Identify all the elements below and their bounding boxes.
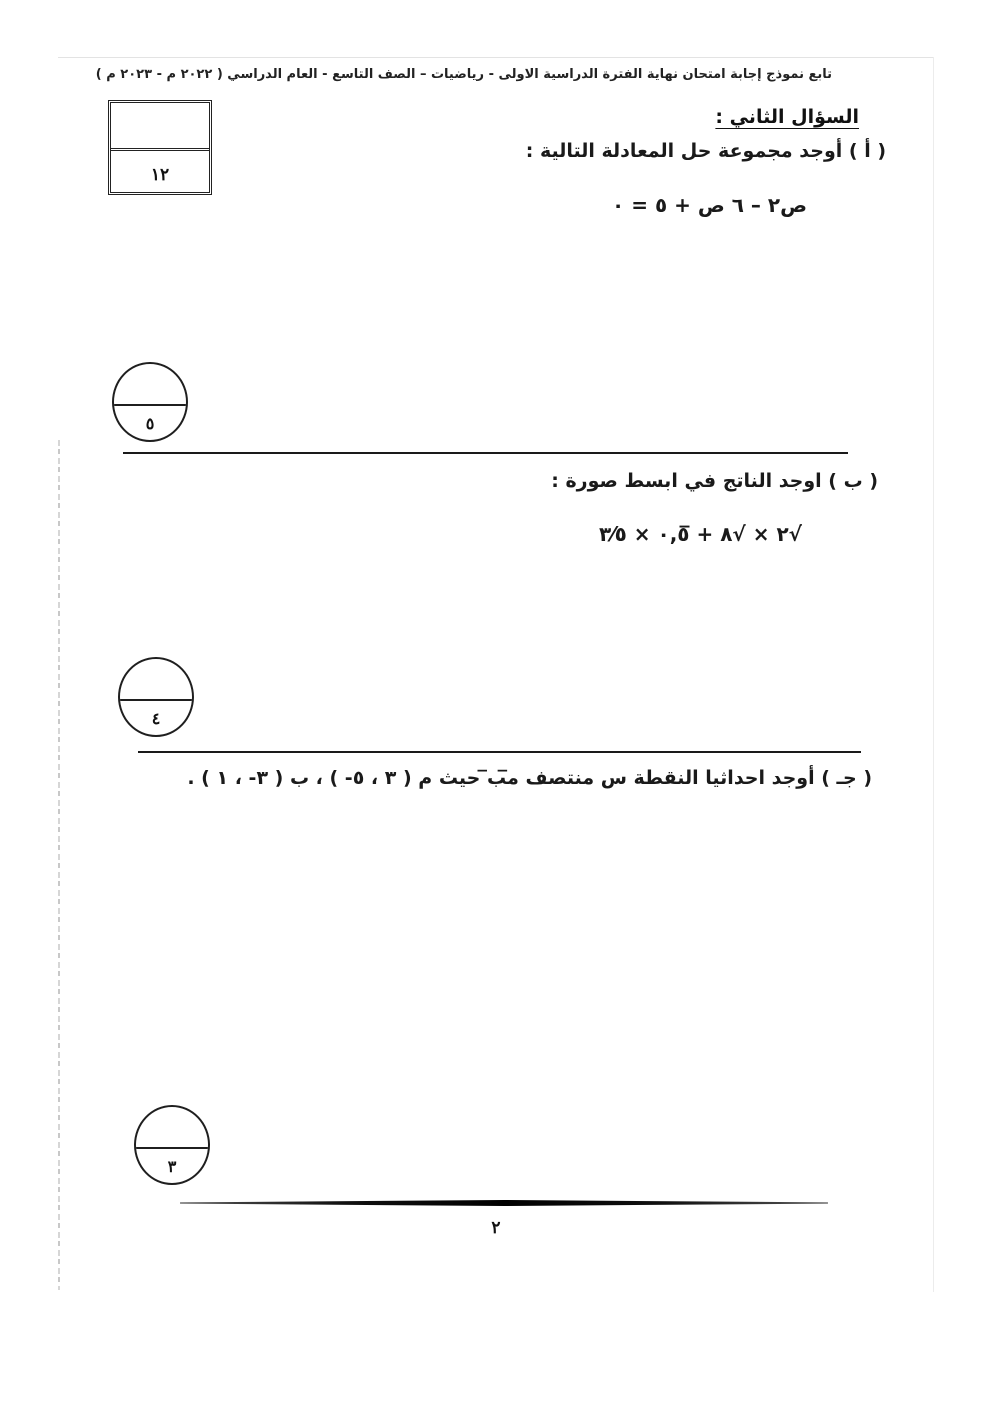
circle-divider xyxy=(136,1147,208,1149)
total-mark: ١٢ xyxy=(150,165,170,185)
part-b-mark: ٤ xyxy=(151,709,161,728)
part-a-mark: ٥ xyxy=(145,414,155,433)
question-title: السؤال الثاني : xyxy=(715,106,859,128)
part-a-prompt: ( أ ) أوجد مجموعة حل المعادلة التالية : xyxy=(525,140,886,162)
section-divider xyxy=(123,452,848,454)
page-edge xyxy=(933,57,934,1292)
section-divider xyxy=(138,751,861,753)
total-mark-box xyxy=(108,100,212,195)
part-c-prompt: ( جـ ) أوجد احداثيا النقطة س منتصف م̅ب̅ حيث م ( ٣ ، ٥- ) ، ب ( ٣- ، ١ ) . xyxy=(187,767,872,789)
part-a-mark-circle xyxy=(112,362,188,442)
circle-divider xyxy=(120,699,192,701)
page-edge xyxy=(58,57,934,58)
footer-divider xyxy=(180,1200,828,1206)
part-b-expression: √٢ × √٨ + ٠,٥̅ × ٣⁄٥ xyxy=(599,522,802,546)
part-b-prompt: ( ب ) اوجد الناتج في ابسط صورة : xyxy=(551,470,878,492)
part-c-mark-circle xyxy=(134,1105,210,1185)
box-divider xyxy=(111,148,209,151)
page-number: ٢ xyxy=(491,1218,501,1238)
scan-edge xyxy=(58,440,60,1290)
page-header: تابع نموذج إجابة امتحان نهاية الفترة الدراسية الاولى - رياضيات – الصف التاسع - العام الدراسي ( ٢٠٢٢ م - ٢٠٢٣ م ) xyxy=(95,67,832,82)
circle-divider xyxy=(114,404,186,406)
part-a-equation: ص٢ – ٦ ص + ٥ = ٠ xyxy=(612,193,807,217)
part-b-mark-circle xyxy=(118,657,194,737)
part-c-mark: ٣ xyxy=(167,1157,177,1176)
